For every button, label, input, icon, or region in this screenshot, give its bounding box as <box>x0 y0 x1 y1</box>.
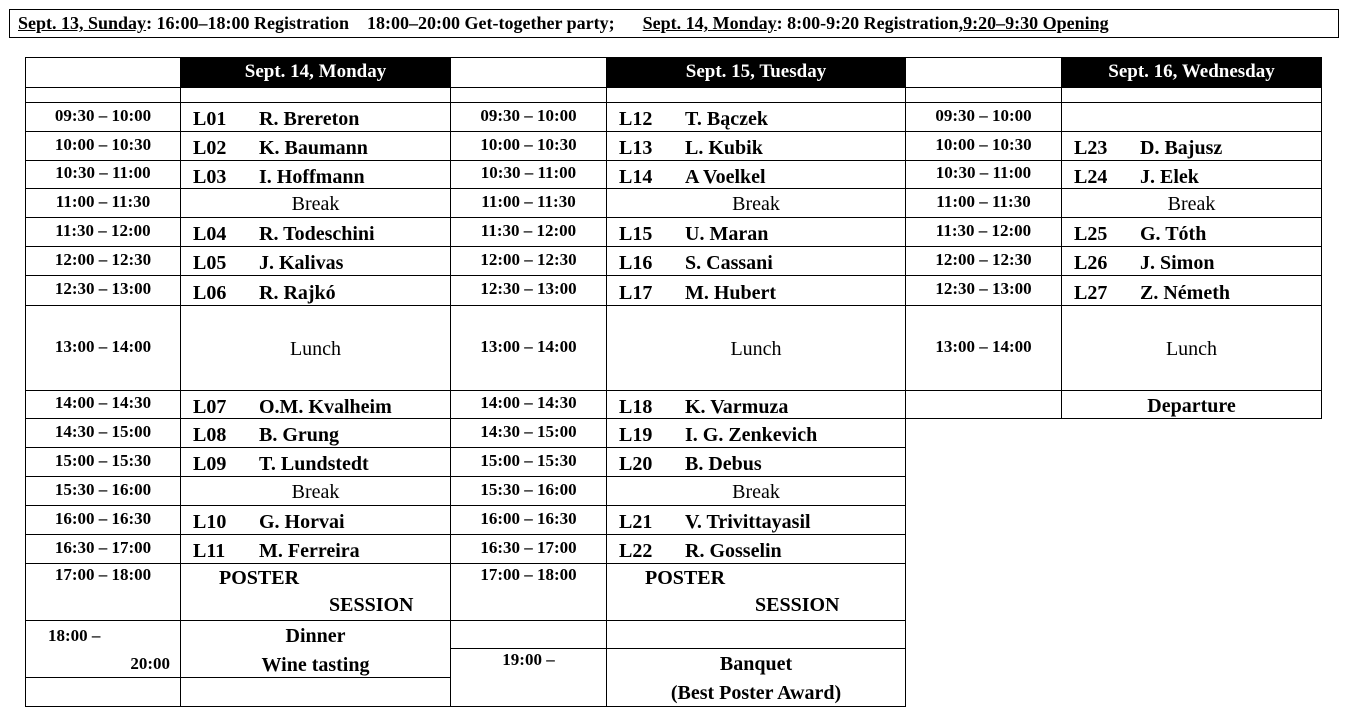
lecture-slot <box>606 246 906 276</box>
spacer-cell <box>450 87 607 103</box>
time-slot <box>450 476 607 506</box>
lecture-id: L22 <box>619 540 653 562</box>
lecture-id: L20 <box>619 453 653 475</box>
lecture-id: L19 <box>619 424 653 446</box>
speaker-name: K. Varmuza <box>685 396 789 418</box>
spacer-cell <box>905 87 1062 103</box>
lecture-slot <box>180 505 451 535</box>
time-slot <box>450 648 607 707</box>
speaker-name: M. Hubert <box>685 282 777 304</box>
banner-day2-registration: : 8:00-9:20 Registration, <box>776 13 964 33</box>
time-slot-label: 12:30 – 13:00 <box>480 279 577 298</box>
lecture-slot <box>606 160 906 189</box>
lecture-slot <box>606 275 906 306</box>
break-slot-label: Break <box>291 481 340 503</box>
time-slot-label: 10:30 – 11:00 <box>935 163 1032 182</box>
empty-slot <box>450 620 607 649</box>
time-slot <box>905 246 1062 276</box>
lecture-id: L17 <box>619 282 653 304</box>
break-slot-label: Break <box>1167 193 1216 215</box>
time-slot <box>25 217 181 247</box>
time-slot-label: 10:00 – 10:30 <box>54 135 152 154</box>
time-slot-label: 17:00 – 18:00 <box>480 565 577 584</box>
time-slot <box>450 160 607 189</box>
time-slot-label: 11:30 – 12:00 <box>935 221 1032 240</box>
time-slot <box>450 390 607 419</box>
spacer-cell <box>606 87 906 103</box>
lecture-slot <box>1061 246 1322 276</box>
banner-day1-party: 18:00–20:00 Get-together party; <box>367 13 615 33</box>
empty-slot <box>1061 102 1322 132</box>
time-slot <box>25 505 181 535</box>
wine-tasting-label: Wine tasting <box>261 654 370 676</box>
time-slot <box>450 102 607 132</box>
lecture-slot <box>1061 217 1322 247</box>
time-slot <box>25 390 181 419</box>
lunch-slot-label: Lunch <box>1165 338 1218 360</box>
lunch-slot-label: Lunch <box>289 338 342 360</box>
lecture-slot <box>1061 275 1322 306</box>
time-slot <box>905 275 1062 306</box>
time-slot-label: 16:00 – 16:30 <box>480 509 577 528</box>
speaker-name: S. Cassani <box>685 252 773 274</box>
lunch-slot <box>606 305 906 391</box>
time-slot-label: 09:30 – 10:00 <box>935 106 1032 125</box>
time-slot-label: 11:30 – 12:00 <box>480 221 577 240</box>
time-slot <box>25 447 181 477</box>
day-header-tuesday <box>606 57 906 88</box>
day-header-label: Sept. 15, Tuesday <box>685 61 827 82</box>
time-slot <box>25 620 181 678</box>
time-slot <box>25 188 181 218</box>
time-slot-end: 20:00 <box>130 654 170 673</box>
dinner-slot <box>180 620 451 678</box>
lecture-slot <box>180 534 451 564</box>
lecture-slot <box>180 275 451 306</box>
speaker-name: T. Lundstedt <box>259 453 369 475</box>
banner-day1-registration: : 16:00–18:00 Registration <box>146 13 350 33</box>
time-slot <box>450 217 607 247</box>
time-slot-label: 16:00 – 16:30 <box>54 509 152 528</box>
speaker-name: M. Ferreira <box>259 540 360 562</box>
time-slot-label: 09:30 – 10:00 <box>54 106 152 125</box>
lecture-slot <box>180 447 451 477</box>
lecture-slot <box>606 418 906 448</box>
break-slot-label: Break <box>291 193 340 215</box>
time-slot-label: 16:30 – 17:00 <box>54 538 152 557</box>
lecture-slot <box>180 102 451 132</box>
departure-label: Departure <box>1147 395 1236 417</box>
best-poster-award-label: (Best Poster Award) <box>670 682 842 704</box>
lecture-slot <box>606 534 906 564</box>
speaker-name: A Voelkel <box>685 166 766 188</box>
time-slot <box>25 102 181 132</box>
lecture-id: L25 <box>1074 223 1108 245</box>
speaker-name: J. Simon <box>1140 252 1215 274</box>
time-slot-label: 11:00 – 11:30 <box>481 192 576 211</box>
time-slot-label: 15:00 – 15:30 <box>480 451 577 470</box>
speaker-name: D. Bajusz <box>1140 137 1223 159</box>
poster-label: POSTER <box>645 567 726 589</box>
lecture-id: L14 <box>619 166 653 188</box>
time-slot <box>450 505 607 535</box>
lecture-id: L27 <box>1074 282 1108 304</box>
banquet-label: Banquet <box>719 653 793 675</box>
lecture-id: L21 <box>619 511 653 533</box>
time-slot-label: 13:00 – 14:00 <box>480 337 577 356</box>
lecture-slot <box>606 390 906 419</box>
time-slot-label: 12:30 – 13:00 <box>54 279 152 298</box>
speaker-name: R. Brereton <box>259 108 360 130</box>
lecture-id: L23 <box>1074 137 1108 159</box>
speaker-name: R. Rajkó <box>259 282 336 304</box>
speaker-name: Z. Németh <box>1140 282 1230 304</box>
time-slot <box>25 476 181 506</box>
empty-slot <box>905 390 1062 419</box>
time-slot-label: 11:00 – 11:30 <box>936 192 1031 211</box>
time-slot <box>25 160 181 189</box>
time-slot-label: 10:00 – 10:30 <box>480 135 577 154</box>
lecture-id: L26 <box>1074 252 1108 274</box>
lunch-slot <box>1061 305 1322 391</box>
lecture-slot <box>1061 160 1322 189</box>
day-header-wednesday <box>1061 57 1322 88</box>
lecture-id: L11 <box>193 540 226 562</box>
session-label: SESSION <box>755 594 840 616</box>
time-slot-start: 18:00 – <box>48 626 101 645</box>
speaker-name: U. Maran <box>685 223 769 245</box>
speaker-name: K. Baumann <box>259 137 368 159</box>
spacer-cell <box>180 87 451 103</box>
break-slot <box>1061 188 1322 218</box>
lecture-id: L10 <box>193 511 227 533</box>
lecture-id: L08 <box>193 424 227 446</box>
time-slot <box>25 563 181 621</box>
time-slot-label: 14:00 – 14:30 <box>480 393 577 412</box>
time-slot-label: 14:30 – 15:00 <box>54 422 152 441</box>
header-blank-cell <box>905 57 1062 88</box>
speaker-name: T. Bączek <box>685 108 768 130</box>
poster-label: POSTER <box>219 567 300 589</box>
time-slot-label: 10:30 – 11:00 <box>480 163 577 182</box>
time-slot-label: 19:00 – <box>502 650 555 669</box>
lecture-id: L07 <box>193 396 227 418</box>
lecture-slot <box>180 160 451 189</box>
lecture-slot <box>606 447 906 477</box>
speaker-name: J. Kalivas <box>259 252 344 274</box>
lecture-id: L03 <box>193 166 227 188</box>
speaker-name: G. Tóth <box>1140 223 1207 245</box>
dinner-label: Dinner <box>285 625 346 647</box>
lecture-id: L01 <box>193 108 227 130</box>
break-slot <box>180 188 451 218</box>
speaker-name: V. Trivittayasil <box>685 511 811 533</box>
lecture-id: L15 <box>619 223 653 245</box>
day-header-label: Sept. 14, Monday <box>244 61 387 82</box>
lecture-id: L09 <box>193 453 227 475</box>
lunch-slot <box>180 305 451 391</box>
time-slot <box>450 246 607 276</box>
departure-slot <box>1061 390 1322 419</box>
lecture-slot <box>606 217 906 247</box>
speaker-name: J. Elek <box>1140 166 1199 188</box>
day-header-monday <box>180 57 451 88</box>
time-slot <box>25 418 181 448</box>
time-slot <box>905 217 1062 247</box>
speaker-name: I. G. Zenkevich <box>685 424 818 446</box>
time-slot-label: 10:00 – 10:30 <box>935 135 1032 154</box>
speaker-name: B. Grung <box>259 424 340 446</box>
lecture-slot <box>180 418 451 448</box>
spacer-cell <box>25 87 181 103</box>
lecture-id: L13 <box>619 137 653 159</box>
lecture-id: L06 <box>193 282 227 304</box>
time-slot-label: 12:00 – 12:30 <box>54 250 152 269</box>
time-slot <box>25 275 181 306</box>
time-slot-label: 17:00 – 18:00 <box>54 565 152 584</box>
time-slot <box>905 160 1062 189</box>
empty-slot <box>606 620 906 649</box>
time-slot <box>450 534 607 564</box>
time-slot <box>450 275 607 306</box>
break-slot-label: Break <box>732 481 780 503</box>
session-label: SESSION <box>329 594 414 616</box>
time-slot <box>25 305 181 391</box>
break-slot-label: Break <box>732 193 780 215</box>
time-slot-label: 14:30 – 15:00 <box>480 422 577 441</box>
time-slot <box>450 131 607 161</box>
time-slot <box>25 534 181 564</box>
break-slot <box>180 476 451 506</box>
banner-day1-date: Sept. 13, Sunday <box>18 13 147 33</box>
time-slot-label: 09:30 – 10:00 <box>480 106 577 125</box>
lecture-slot <box>606 505 906 535</box>
time-slot-label: 12:30 – 13:00 <box>935 279 1032 298</box>
banner-day2-date: Sept. 14, Monday <box>642 13 777 33</box>
banquet-slot <box>606 648 906 707</box>
time-slot <box>905 305 1062 391</box>
lecture-id: L16 <box>619 252 653 274</box>
speaker-name: I. Hoffmann <box>259 166 365 188</box>
speaker-name: L. Kubik <box>685 137 763 159</box>
schedule-banner <box>9 9 1339 38</box>
lunch-slot-label: Lunch <box>730 338 782 360</box>
spacer-cell <box>1061 87 1322 103</box>
lecture-slot <box>180 217 451 247</box>
time-slot <box>450 305 607 391</box>
time-slot <box>450 418 607 448</box>
header-blank-cell <box>450 57 607 88</box>
lecture-slot <box>606 131 906 161</box>
time-slot <box>450 447 607 477</box>
time-slot-label: 11:00 – 11:30 <box>55 192 151 211</box>
time-slot <box>905 102 1062 132</box>
lecture-id: L24 <box>1074 166 1108 188</box>
time-slot <box>905 131 1062 161</box>
poster-session-slot <box>180 563 451 621</box>
time-slot <box>450 563 607 621</box>
lecture-slot <box>1061 131 1322 161</box>
lecture-id: L12 <box>619 108 653 130</box>
lecture-id: L02 <box>193 137 227 159</box>
lecture-slot <box>606 102 906 132</box>
lecture-slot <box>180 390 451 419</box>
time-slot <box>450 188 607 218</box>
banner-day2-opening: 9:20–9:30 Opening <box>963 13 1109 33</box>
time-slot-label: 13:00 – 14:00 <box>54 337 152 356</box>
speaker-name: B. Debus <box>685 453 762 475</box>
time-slot-label: 13:00 – 14:00 <box>935 337 1032 356</box>
speaker-name: O.M. Kvalheim <box>259 396 392 418</box>
speaker-name: R. Gosselin <box>685 540 782 562</box>
speaker-name: R. Todeschini <box>259 223 375 245</box>
time-slot-label: 10:30 – 11:00 <box>55 163 151 182</box>
time-slot-label: 11:30 – 12:00 <box>55 221 151 240</box>
time-slot <box>25 246 181 276</box>
lecture-id: L05 <box>193 252 227 274</box>
lecture-id: L18 <box>619 396 653 418</box>
speaker-name: G. Horvai <box>259 511 345 533</box>
time-slot-label: 12:00 – 12:30 <box>935 250 1032 269</box>
time-slot-label: 15:30 – 16:00 <box>54 480 152 499</box>
header-blank-cell <box>25 57 181 88</box>
lecture-id: L04 <box>193 223 227 245</box>
day-header-label: Sept. 16, Wednesday <box>1108 61 1275 82</box>
time-slot-label: 15:30 – 16:00 <box>480 480 577 499</box>
empty-slot <box>180 677 451 707</box>
lecture-slot <box>180 131 451 161</box>
empty-slot <box>25 677 181 707</box>
time-slot-label: 14:00 – 14:30 <box>54 393 152 412</box>
poster-session-slot <box>606 563 906 621</box>
break-slot <box>606 188 906 218</box>
time-slot-label: 12:00 – 12:30 <box>480 250 577 269</box>
time-slot-label: 16:30 – 17:00 <box>480 538 577 557</box>
time-slot-label: 15:00 – 15:30 <box>54 451 152 470</box>
lecture-slot <box>180 246 451 276</box>
time-slot <box>905 188 1062 218</box>
break-slot <box>606 476 906 506</box>
time-slot <box>25 131 181 161</box>
